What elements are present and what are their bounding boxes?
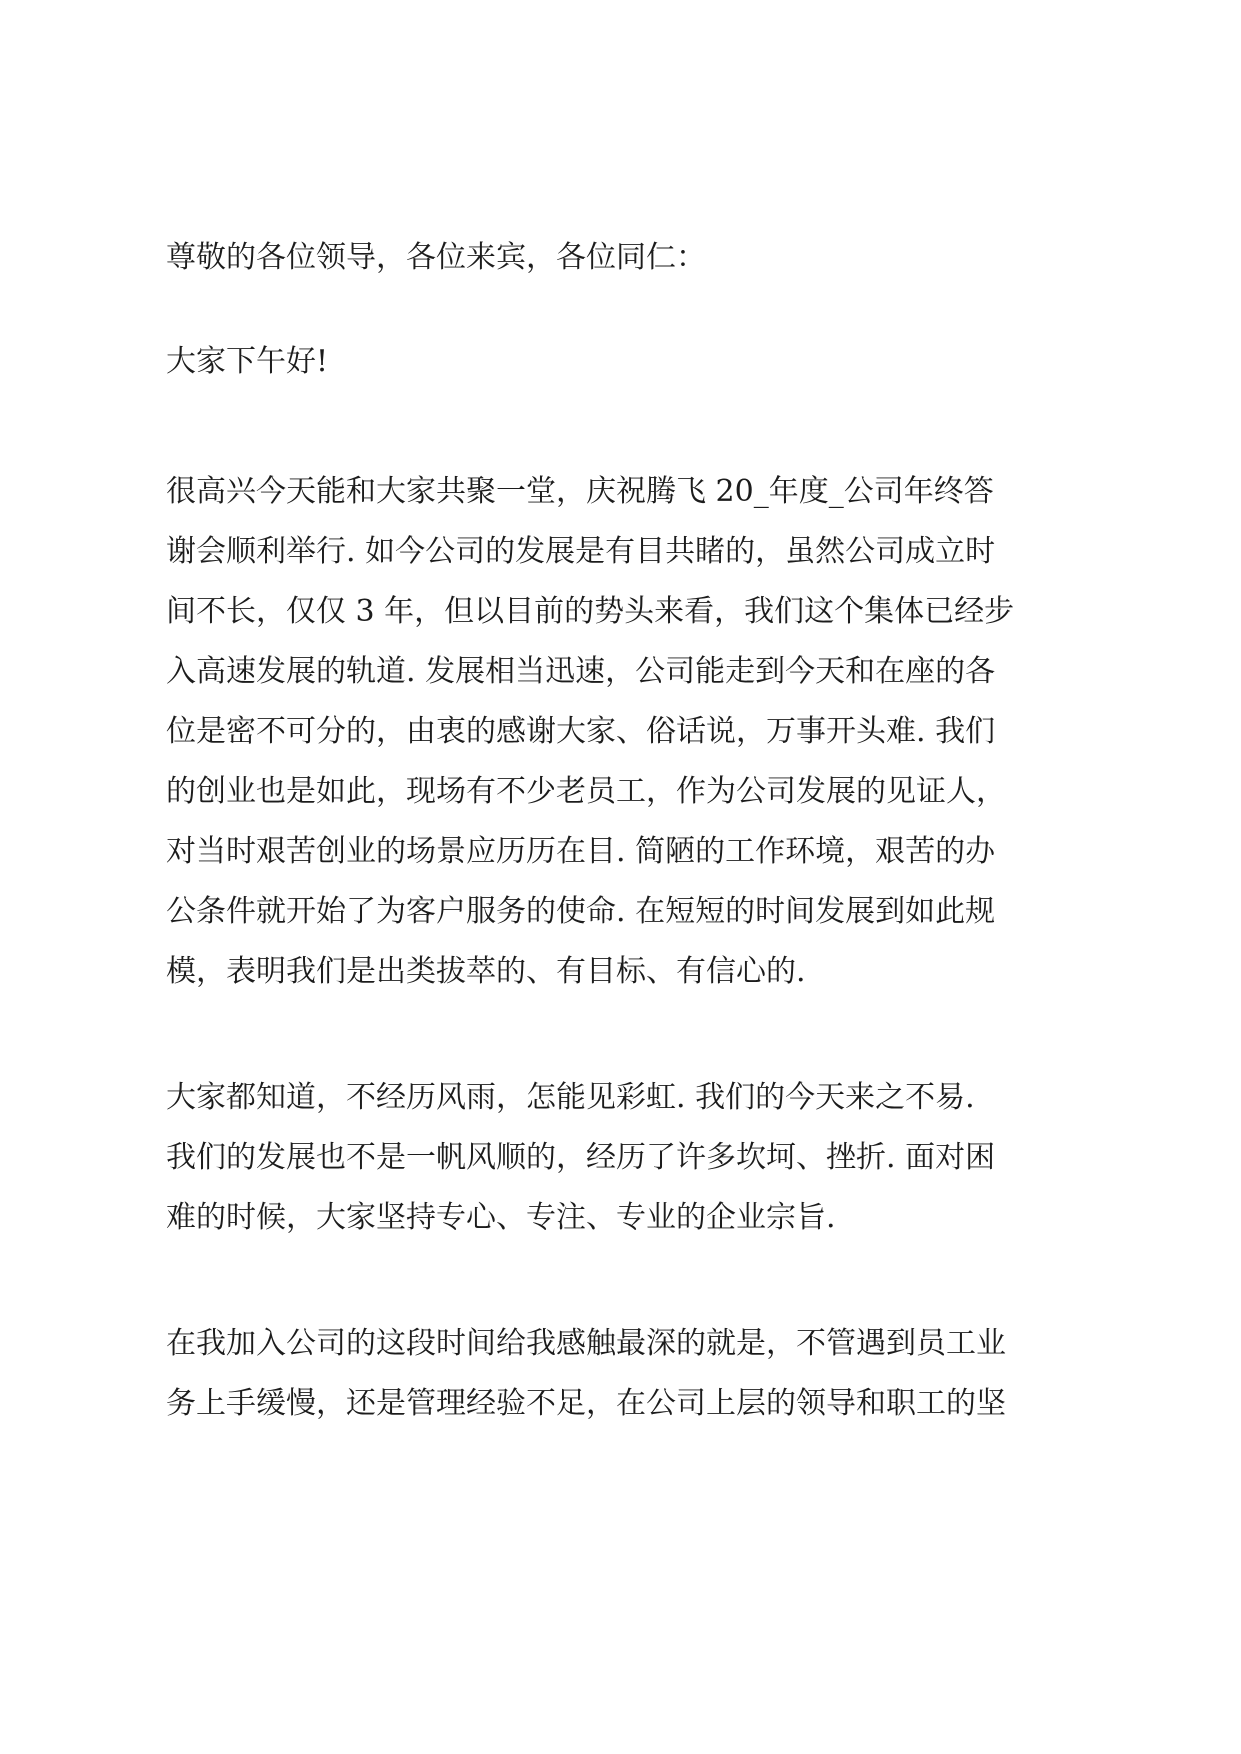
paragraph-line: 大家都知道，不经历风雨，怎能见彩虹. 我们的今天来之不易.	[166, 1080, 975, 1115]
paragraph-line: 务上手缓慢，还是管理经验不足，在公司上层的领导和职工的坚	[166, 1386, 1006, 1421]
paragraph-line: 位是密不可分的，由衷的感谢大家、俗话说，万事开头难. 我们	[166, 714, 996, 749]
paragraph-line: 很高兴今天能和大家共聚一堂，庆祝腾飞 20_年度_公司年终答	[166, 474, 994, 509]
paragraph-line: 模，表明我们是出类拔萃的、有目标、有信心的.	[166, 954, 806, 989]
paragraph-line: 对当时艰苦创业的场景应历历在目. 简陋的工作环境，艰苦的办	[166, 834, 996, 869]
paragraph-line: 入高速发展的轨道. 发展相当迅速，公司能走到今天和在座的各	[166, 654, 996, 689]
paragraph-line: 的创业也是如此，现场有不少老员工，作为公司发展的见证人，	[166, 774, 1006, 809]
paragraph-3	[166, 1314, 1086, 1434]
paragraph-1	[166, 462, 1086, 1002]
greeting-line: 尊敬的各位领导，各位来宾，各位同仁：	[166, 240, 706, 275]
paragraph-2	[166, 1068, 1086, 1248]
paragraph-line: 公条件就开始了为客户服务的使命. 在短短的时间发展到如此规	[166, 894, 996, 929]
paragraph-line: 间不长，仅仅 3 年，但以目前的势头来看，我们这个集体已经步	[166, 594, 1015, 629]
salutation-line: 大家下午好!	[166, 344, 329, 379]
paragraph-line: 难的时候，大家坚持专心、专注、专业的企业宗旨.	[166, 1200, 836, 1235]
paragraph-line: 我们的发展也不是一帆风顺的，经历了许多坎坷、挫折. 面对困	[166, 1140, 996, 1175]
paragraph-line: 在我加入公司的这段时间给我感触最深的就是，不管遇到员工业	[166, 1326, 1006, 1361]
document-body	[166, 228, 1086, 1434]
paragraph-line: 谢会顺利举行. 如今公司的发展是有目共睹的，虽然公司成立时	[166, 534, 996, 569]
